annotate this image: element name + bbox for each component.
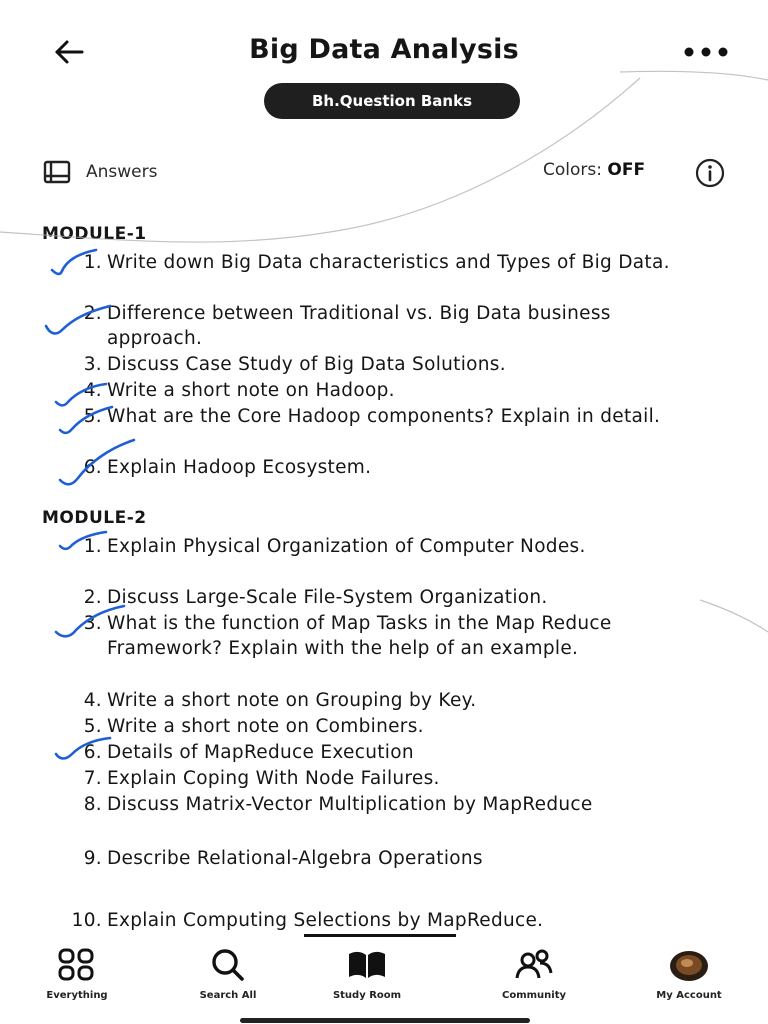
question-item[interactable] [70, 585, 710, 610]
colors-label: Colors: [543, 160, 602, 180]
question-text: Write down Big Data characteristics and Types of Big Data. [107, 252, 670, 273]
module-2-heading: MODULE-2 [42, 508, 147, 528]
question-text: Write a short note on Combiners. [107, 716, 424, 737]
colors-toggle[interactable] [543, 160, 645, 180]
question-text: Discuss Matrix-Vector Multiplication by MapReduce [107, 794, 593, 815]
question-number: 4. [83, 380, 102, 401]
question-item[interactable] [70, 404, 710, 429]
nav-item-my-account[interactable] [634, 948, 744, 1014]
question-number: 5. [83, 716, 102, 737]
question-number: 9. [83, 848, 102, 869]
nav-item-study-room[interactable] [312, 948, 422, 1014]
nav-item-community[interactable] [479, 948, 589, 1014]
question-text: What is the function of Map Tasks in the Map Reduce Framework? Explain with the help of an example. [107, 613, 612, 659]
question-text: Explain Hadoop Ecosystem. [107, 457, 372, 478]
nav-label: Search All [199, 990, 257, 1001]
question-item[interactable] [70, 740, 710, 765]
question-item[interactable] [70, 455, 710, 480]
nav-label: My Account [656, 990, 722, 1001]
question-number: 1. [83, 252, 102, 273]
grid-icon [55, 948, 99, 982]
question-item[interactable] [70, 534, 710, 559]
question-number: 10. [71, 910, 102, 931]
question-text: Explain Physical Organization of Computer Nodes. [107, 536, 586, 557]
question-text: Discuss Large-Scale File-System Organization. [107, 587, 548, 608]
question-item[interactable] [70, 301, 710, 351]
question-text: Write a short note on Hadoop. [107, 380, 395, 401]
question-number: 6. [83, 742, 102, 763]
question-item[interactable] [70, 846, 710, 871]
answers-toggle[interactable] [42, 157, 157, 187]
question-number: 6. [83, 457, 102, 478]
question-number: 5. [83, 406, 102, 427]
nav-item-search-all[interactable] [173, 948, 283, 1014]
handwritten-underline [304, 934, 456, 937]
question-item[interactable] [70, 250, 710, 275]
question-number: 8. [83, 794, 102, 815]
nav-label: Study Room [332, 990, 402, 1001]
question-item[interactable] [70, 378, 710, 403]
question-number: 7. [83, 768, 102, 789]
home-indicator [240, 1018, 530, 1023]
question-number: 2. [83, 587, 102, 608]
question-text: Difference between Traditional vs. Big Data business approach. [107, 303, 611, 349]
avatar [667, 948, 711, 982]
search-icon [206, 948, 250, 982]
question-number: 3. [83, 354, 102, 375]
question-text: What are the Core Hadoop components? Explain in detail. [107, 406, 661, 427]
more-button[interactable] [680, 40, 732, 64]
bottom-nav [0, 940, 768, 1024]
nav-item-everything[interactable] [22, 948, 132, 1014]
question-item[interactable] [70, 714, 710, 739]
people-icon [512, 948, 556, 982]
header [0, 22, 768, 82]
question-number: 1. [83, 536, 102, 557]
question-text: Describe Relational-Algebra Operations [107, 848, 483, 869]
module-1-heading: MODULE-1 [42, 224, 147, 244]
colors-value: OFF [607, 160, 646, 180]
question-text: Explain Computing Selections by MapReduce. [107, 910, 544, 931]
question-number: 4. [83, 690, 102, 711]
question-item[interactable] [70, 611, 710, 661]
question-text: Explain Coping With Node Failures. [107, 768, 440, 789]
question-number: 2. [83, 303, 102, 324]
nav-label: Everything [46, 990, 108, 1001]
question-item[interactable] [70, 908, 710, 933]
info-button[interactable] [694, 157, 726, 189]
question-item[interactable] [70, 688, 710, 713]
book-icon [345, 948, 389, 982]
answers-label: Answers [86, 162, 158, 182]
question-text: Details of MapReduce Execution [107, 742, 414, 763]
more-horizontal-icon [680, 40, 732, 64]
book-outline-icon [42, 159, 72, 185]
question-text: Discuss Case Study of Big Data Solutions. [107, 354, 506, 375]
page-title: Big Data Analysis [249, 34, 519, 65]
category-badge[interactable]: Bh.Question Banks [264, 83, 520, 119]
info-icon [694, 157, 726, 189]
question-number: 3. [83, 613, 102, 634]
question-text: Write a short note on Grouping by Key. [107, 690, 477, 711]
question-item[interactable] [70, 792, 710, 817]
nav-label: Community [501, 990, 566, 1001]
question-item[interactable] [70, 766, 710, 791]
question-item[interactable] [70, 352, 710, 377]
